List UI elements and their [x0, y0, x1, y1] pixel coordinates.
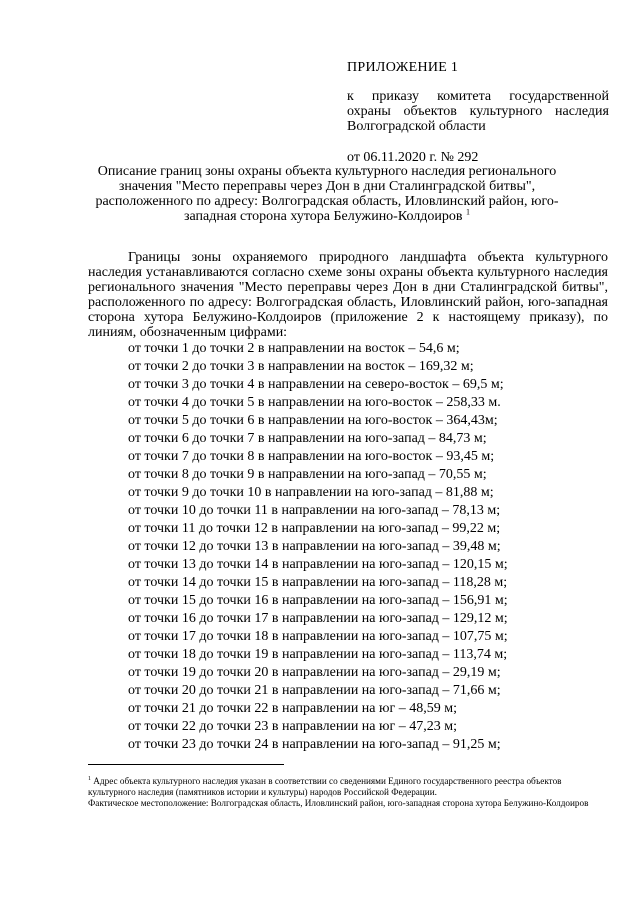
footnote	[88, 776, 608, 809]
document-heading	[92, 164, 562, 224]
boundary-segment: от точки 16 до точки 17 в направлении на юго-запад – 129,12 м;	[128, 611, 508, 626]
boundary-segment: от точки 3 до точки 4 в направлении на северо-восток – 69,5 м;	[128, 377, 504, 392]
boundary-segment: от точки 13 до точки 14 в направлении на юго-запад – 120,15 м;	[128, 557, 508, 572]
boundary-segment: от точки 15 до точки 16 в направлении на юго-запад – 156,91 м;	[128, 593, 508, 608]
boundary-segment: от точки 4 до точки 5 в направлении на юго-восток – 258,33 м.	[128, 395, 501, 410]
boundary-segment: от точки 17 до точки 18 в направлении на юго-запад – 107,75 м;	[128, 629, 508, 644]
boundary-segment: от точки 5 до точки 6 в направлении на юго-восток – 364,43м;	[128, 413, 498, 428]
boundary-segment: от точки 1 до точки 2 в направлении на восток – 54,6 м;	[128, 341, 460, 356]
footnote-text: Адрес объекта культурного наследия указан в соответствии со сведениями Единого государственного реестра объектов культурного наследия (памятников истории и культуры) народов Российской Федерации.	[88, 776, 562, 797]
boundary-segment: от точки 18 до точки 19 в направлении на юго-запад – 113,74 м;	[128, 647, 508, 662]
appendix-date: от 06.11.2020 г. № 292	[347, 150, 479, 165]
appendix-header	[347, 60, 609, 165]
boundary-segment: от точки 7 до точки 8 в направлении на юго-восток – 93,45 м;	[128, 449, 495, 464]
footnote-divider	[88, 764, 284, 765]
appendix-title: ПРИЛОЖЕНИЕ 1	[347, 60, 459, 75]
boundary-segment: от точки 12 до точки 13 в направлении на юго-запад – 39,48 м;	[128, 539, 501, 554]
heading-footnote-mark: 1	[466, 207, 471, 217]
boundary-segment: от точки 10 до точки 11 в направлении на юго-запад – 78,13 м;	[128, 503, 501, 518]
footnote-mark: 1	[88, 775, 91, 782]
intro-paragraph: Границы зоны охраняемого природного ландшафта объекта культурного наследия устанавливаются согласно схеме зоны охраны объекта культурного наследия регионального значения "Место переправы через Дон в дни Сталинградской битвы", расположенного по адресу: Волгоградская область, Иловлинский район, юго-западная сторона хутора Белужино-Колдоиров (приложение 2 к настоящему приказу), по линиям, обозначенным цифрами:	[88, 250, 608, 340]
boundary-segment: от точки 11 до точки 12 в направлении на юго-запад – 99,22 м;	[128, 521, 501, 536]
footnote-actual-location: Фактическое местоположение: Волгоградская область, Иловлинский район, юго-западная сторона хутора Белужино-Колдоиров	[88, 798, 589, 808]
boundary-segment: от точки 6 до точки 7 в направлении на юго-запад – 84,73 м;	[128, 431, 487, 446]
boundary-segment: от точки 22 до точки 23 в направлении на юг – 47,23 м;	[128, 719, 457, 734]
boundary-segment: от точки 8 до точки 9 в направлении на юго-запад – 70,55 м;	[128, 467, 487, 482]
boundary-segment: от точки 20 до точки 21 в направлении на юго-запад – 71,66 м;	[128, 683, 501, 698]
boundary-segment: от точки 23 до точки 24 в направлении на юго-запад – 91,25 м;	[128, 737, 501, 752]
boundary-segment: от точки 19 до точки 20 в направлении на юго-запад – 29,19 м;	[128, 665, 501, 680]
boundary-segment: от точки 9 до точки 10 в направлении на юго-запад – 81,88 м;	[128, 485, 494, 500]
boundary-segment: от точки 2 до точки 3 в направлении на восток – 169,32 м;	[128, 359, 474, 374]
heading-text: Описание границ зоны охраны объекта культурного наследия регионального значения "Место переправы через Дон в дни Сталинградской битвы", расположенного по адресу: Волгоградская область, Иловлинский район, юго-западная сторона хутора Белужино-Колдоиров	[95, 164, 559, 224]
boundary-segment-list	[88, 340, 608, 754]
document-body	[88, 250, 608, 754]
boundary-segment: от точки 21 до точки 22 в направлении на юг – 48,59 м;	[128, 701, 457, 716]
boundary-segment: от точки 14 до точки 15 в направлении на юго-запад – 118,28 м;	[128, 575, 508, 590]
appendix-order-reference: к приказу комитета государственной охраны объектов культурного наследия Волгоградской области	[347, 89, 609, 134]
